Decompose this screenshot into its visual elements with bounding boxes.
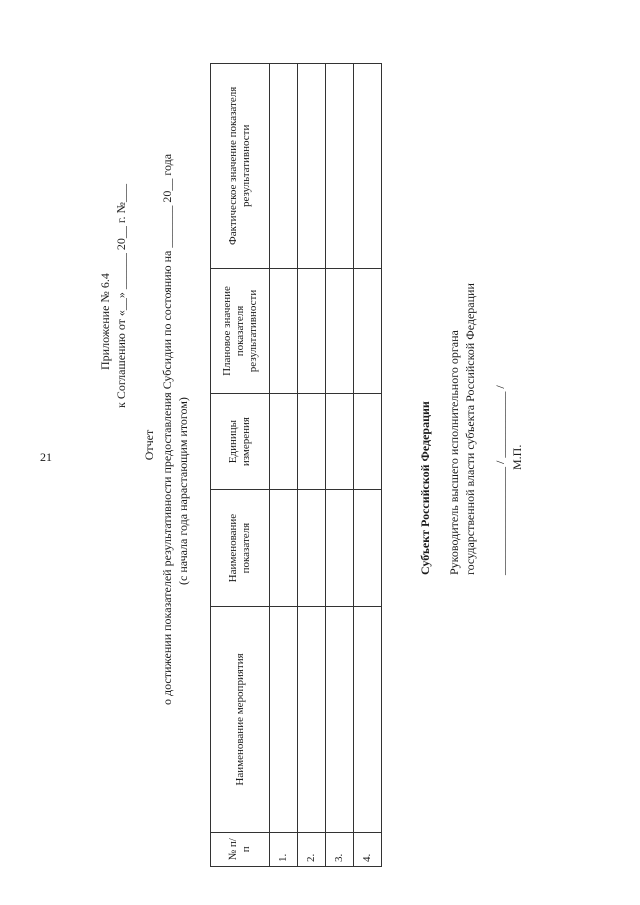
report-period-note: (с начала года нарастающим итогом) <box>176 397 190 585</box>
unit-cell[interactable] <box>298 394 326 490</box>
unit-cell[interactable] <box>326 394 354 490</box>
table-header-row <box>211 64 270 867</box>
report-title: Отчет <box>142 429 156 461</box>
event-cell[interactable] <box>326 607 354 832</box>
signature-line[interactable]: __________________ / ___________ / <box>493 385 507 575</box>
unit-cell[interactable] <box>354 394 382 490</box>
actual-value-cell[interactable] <box>326 64 354 269</box>
signer-title-line2: государственной власти субъекта Российской Федерации <box>463 283 477 575</box>
table-row <box>270 64 298 867</box>
signer-title-line1: Руководитель высшего исполнительного органа <box>447 330 461 575</box>
column-header-unit: Единицы измерения <box>211 394 270 490</box>
indicator-cell[interactable] <box>354 489 382 606</box>
appendix-label: Приложение № 6.4 <box>98 273 112 370</box>
event-cell[interactable] <box>298 607 326 832</box>
indicators-table <box>210 63 382 867</box>
column-header-indicator: Наименование показателя <box>211 489 270 606</box>
agreement-reference: к Соглашению от «__» ______ 20__ г. №___ <box>114 184 128 408</box>
stamp-label: М.П. <box>510 444 524 470</box>
indicator-cell[interactable] <box>270 489 298 606</box>
indicator-cell[interactable] <box>326 489 354 606</box>
planned-value-cell[interactable] <box>270 268 298 394</box>
row-number-cell: 2. <box>298 832 326 866</box>
event-cell[interactable] <box>270 607 298 832</box>
actual-value-cell[interactable] <box>270 64 298 269</box>
row-number-cell: 4. <box>354 832 382 866</box>
event-cell[interactable] <box>354 607 382 832</box>
column-header-event: Наименование мероприятия <box>211 607 270 832</box>
actual-value-cell[interactable] <box>298 64 326 269</box>
table-header <box>211 64 270 867</box>
indicator-cell[interactable] <box>298 489 326 606</box>
table-body <box>270 64 382 867</box>
column-header-actual-value: Фактическое значение показателя результативности <box>211 64 270 269</box>
table-row <box>298 64 326 867</box>
planned-value-cell[interactable] <box>298 268 326 394</box>
planned-value-cell[interactable] <box>326 268 354 394</box>
page-number: 21 <box>40 450 52 464</box>
row-number-cell: 1. <box>270 832 298 866</box>
unit-cell[interactable] <box>270 394 298 490</box>
row-number-cell: 3. <box>326 832 354 866</box>
column-header-number: № п/п <box>211 832 270 866</box>
planned-value-cell[interactable] <box>354 268 382 394</box>
table-row <box>326 64 354 867</box>
subject-heading: Субъект Российской Федерации <box>418 401 432 575</box>
column-header-planned-value: Плановое значение показателя результативности <box>211 268 270 394</box>
rotated-document-body <box>0 65 620 905</box>
table-row <box>354 64 382 867</box>
actual-value-cell[interactable] <box>354 64 382 269</box>
report-subtitle: о достижении показателей результативности предоставления Субсидии по состоянию на _______ 20__ года <box>160 153 174 705</box>
